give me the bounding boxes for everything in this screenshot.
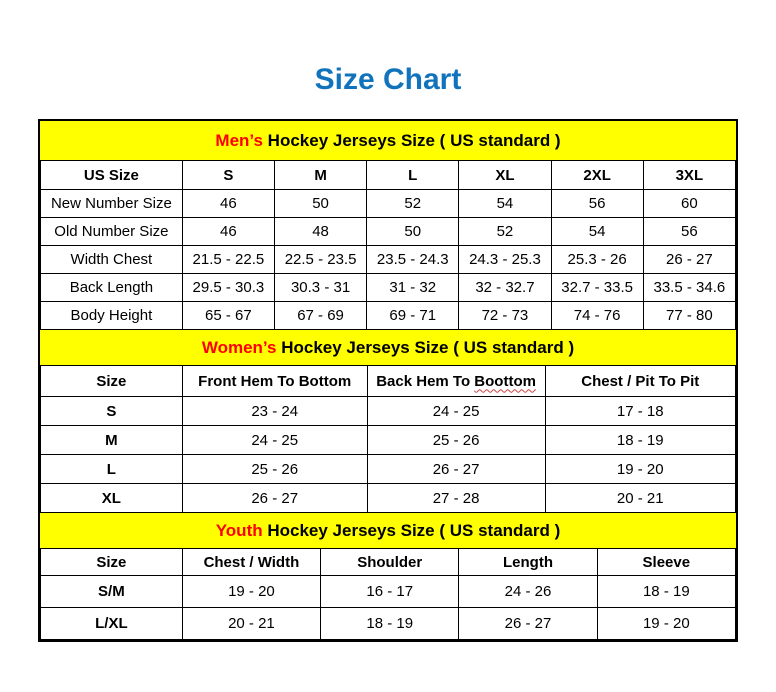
size-value-cell: 25 - 26 — [182, 455, 367, 484]
size-value-cell: 30.3 - 31 — [274, 274, 366, 302]
size-value-cell: 23 - 24 — [182, 397, 367, 426]
size-value-cell: 17 - 18 — [545, 397, 735, 426]
youth-size-table — [40, 548, 736, 640]
youth-section-header — [40, 513, 736, 548]
row-label: Width Chest — [41, 246, 183, 274]
row-label: S — [41, 397, 183, 426]
size-value-cell: 18 - 19 — [545, 426, 735, 455]
column-header: Length — [459, 549, 597, 576]
table-row — [41, 397, 736, 426]
size-value-cell: 19 - 20 — [545, 455, 735, 484]
size-value-cell: 27 - 28 — [367, 484, 545, 513]
size-value-cell: 52 — [367, 190, 459, 218]
misspelled-word: Boottom — [474, 372, 536, 390]
size-value-cell: 50 — [274, 190, 366, 218]
column-header: S — [182, 161, 274, 190]
column-header: US Size — [41, 161, 183, 190]
row-label: L — [41, 455, 183, 484]
size-value-cell: 23.5 - 24.3 — [367, 246, 459, 274]
size-value-cell: 26 - 27 — [182, 484, 367, 513]
table-row — [41, 190, 736, 218]
table-row — [41, 246, 736, 274]
header-row — [41, 549, 736, 576]
column-header: 2XL — [551, 161, 643, 190]
row-label: M — [41, 426, 183, 455]
size-value-cell: 56 — [643, 218, 735, 246]
mens-highlight-label: Men’s — [215, 131, 263, 150]
column-header: Size — [41, 549, 183, 576]
size-value-cell: 20 - 21 — [545, 484, 735, 513]
column-header: Shoulder — [321, 549, 459, 576]
table-row — [41, 426, 736, 455]
column-header: 3XL — [643, 161, 735, 190]
page-title: Size Chart — [314, 63, 462, 96]
size-value-cell: 67 - 69 — [274, 302, 366, 330]
youth-caption-text: Hockey Jerseys Size ( US standard ) — [262, 521, 561, 540]
column-header: Sleeve — [597, 549, 735, 576]
size-value-cell: 32.7 - 33.5 — [551, 274, 643, 302]
row-label: Body Height — [41, 302, 183, 330]
size-value-cell: 26 - 27 — [367, 455, 545, 484]
size-value-cell: 19 - 20 — [182, 576, 320, 608]
size-value-cell: 22.5 - 23.5 — [274, 246, 366, 274]
size-value-cell: 29.5 - 30.3 — [182, 274, 274, 302]
size-value-cell: 56 — [551, 190, 643, 218]
table-row — [41, 274, 736, 302]
row-label: Old Number Size — [41, 218, 183, 246]
row-label: S/M — [41, 576, 183, 608]
row-label: Back Length — [41, 274, 183, 302]
size-value-cell: 20 - 21 — [182, 608, 320, 640]
header-row — [41, 366, 736, 397]
size-value-cell: 21.5 - 22.5 — [182, 246, 274, 274]
size-value-cell: 25 - 26 — [367, 426, 545, 455]
size-value-cell: 48 — [274, 218, 366, 246]
row-label: L/XL — [41, 608, 183, 640]
size-value-cell: 18 - 19 — [597, 576, 735, 608]
column-header: Chest / Pit To Pit — [545, 366, 735, 397]
column-header: Size — [41, 366, 183, 397]
size-value-cell: 24 - 26 — [459, 576, 597, 608]
size-value-cell: 60 — [643, 190, 735, 218]
size-value-cell: 16 - 17 — [321, 576, 459, 608]
table-row — [41, 576, 736, 608]
size-value-cell: 24 - 25 — [367, 397, 545, 426]
size-chart — [38, 119, 738, 642]
womens-size-table — [40, 365, 736, 513]
size-value-cell: 24.3 - 25.3 — [459, 246, 551, 274]
row-label: XL — [41, 484, 183, 513]
header-row — [41, 161, 736, 190]
mens-caption-text: Hockey Jerseys Size ( US standard ) — [262, 131, 561, 150]
size-value-cell: 26 - 27 — [459, 608, 597, 640]
womens-highlight-label: Women’s — [201, 338, 277, 357]
table-row — [41, 218, 736, 246]
size-value-cell: 72 - 73 — [459, 302, 551, 330]
size-value-cell: 46 — [182, 190, 274, 218]
table-row — [41, 608, 736, 640]
mens-size-table — [40, 160, 736, 330]
table-row — [41, 455, 736, 484]
column-header: Back Hem To Boottom — [367, 366, 545, 397]
column-header: L — [367, 161, 459, 190]
size-value-cell: 77 - 80 — [643, 302, 735, 330]
column-header: Chest / Width — [182, 549, 320, 576]
size-value-cell: 52 — [459, 218, 551, 246]
size-value-cell: 54 — [459, 190, 551, 218]
size-value-cell: 33.5 - 34.6 — [643, 274, 735, 302]
size-value-cell: 26 - 27 — [643, 246, 735, 274]
youth-highlight-label: Youth — [215, 521, 263, 540]
column-header: Front Hem To Bottom — [182, 366, 367, 397]
size-value-cell: 19 - 20 — [597, 608, 735, 640]
mens-section-header — [40, 121, 736, 160]
table-row — [41, 302, 736, 330]
size-value-cell: 65 - 67 — [182, 302, 274, 330]
size-value-cell: 32 - 32.7 — [459, 274, 551, 302]
column-header: XL — [459, 161, 551, 190]
column-header: M — [274, 161, 366, 190]
size-value-cell: 69 - 71 — [367, 302, 459, 330]
row-label: New Number Size — [41, 190, 183, 218]
size-value-cell: 46 — [182, 218, 274, 246]
size-value-cell: 31 - 32 — [367, 274, 459, 302]
size-value-cell: 50 — [367, 218, 459, 246]
size-value-cell: 74 - 76 — [551, 302, 643, 330]
womens-caption-text: Hockey Jerseys Size ( US standard ) — [276, 338, 575, 357]
size-value-cell: 24 - 25 — [182, 426, 367, 455]
size-value-cell: 54 — [551, 218, 643, 246]
table-row — [41, 484, 736, 513]
womens-section-header — [40, 330, 736, 365]
size-value-cell: 25.3 - 26 — [551, 246, 643, 274]
size-value-cell: 18 - 19 — [321, 608, 459, 640]
